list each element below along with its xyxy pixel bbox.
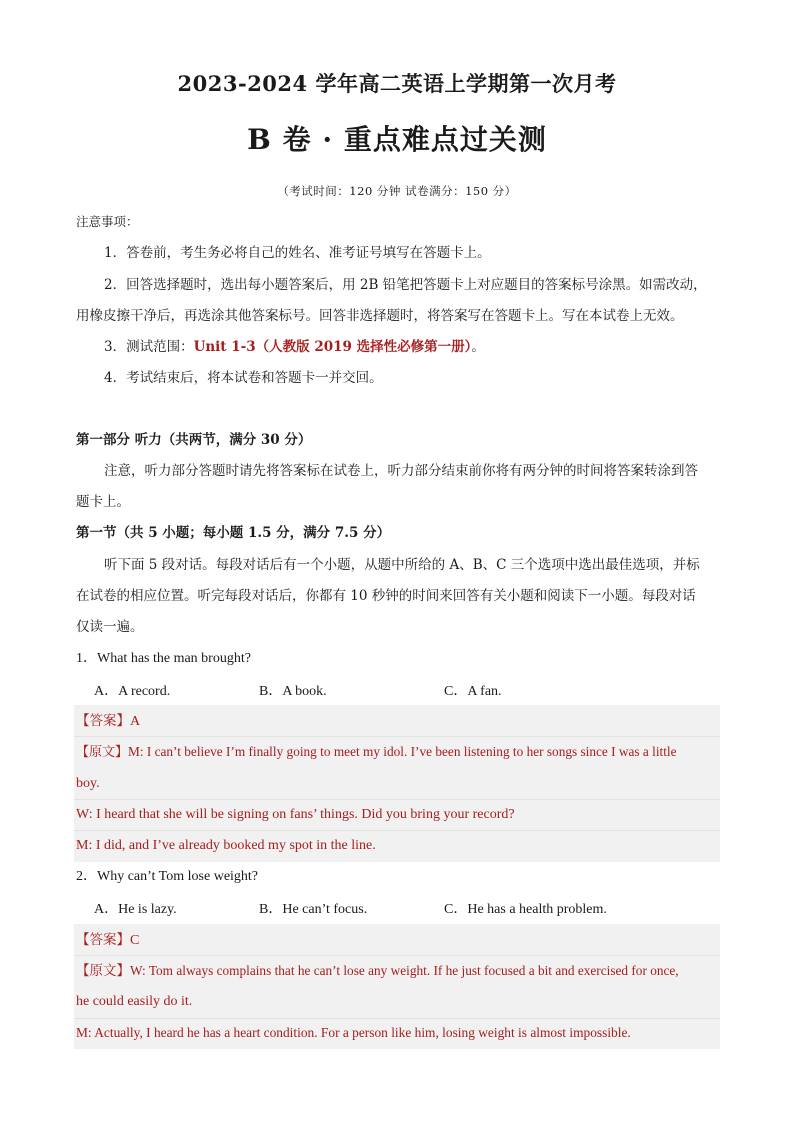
notes-item-3-suffix: 。 [471, 339, 485, 355]
original-label: 【原文】 [76, 745, 129, 760]
question-1-stem: 1．What has the man brought? [76, 651, 251, 666]
notes-item-2-line-1: 2．回答选择题时，选出每小题答案后，用 2B 铅笔把答题卡上对应题目的答案标号涂黑。如需改动， [104, 277, 707, 293]
notes-item-3 [104, 337, 721, 357]
section-1-instructions-line-1: 听下面 5 段对话。每段对话后有一个小题，从题中所给的 A、B、C 三个选项中选出最佳选项，并标 [104, 557, 700, 573]
question-2-stem: 2．Why can’t Tom lose weight? [76, 869, 259, 884]
question-1-option-c: C．A fan. [444, 684, 502, 699]
question-1-original-line-3: W: I heard that she will be signing on fans’ things. Did you bring your record? [76, 807, 515, 822]
question-1-option-a: A．A record. [94, 684, 171, 699]
divider [74, 736, 720, 737]
question-1-original-line-4: M: I did, and I’ve already booked my spot in the line. [76, 838, 376, 853]
question-2-original-line-1 [76, 961, 721, 981]
question-2-option-b: B．He can’t focus. [259, 902, 368, 917]
notes-item-4: 4．考试结束后，将本试卷和答题卡一并交回。 [104, 370, 383, 386]
original-label: 【原文】 [76, 963, 130, 979]
notes-item-3-scope: Unit 1-3（人教版 2019 选择性必修第一册） [193, 339, 472, 355]
answer-value: A [130, 714, 141, 729]
original-text: M: I can’t believe I’m finally going to meet my idol. I’ve been listening to her songs since I was a little [128, 744, 677, 759]
question-1-original-line-1 [76, 742, 721, 763]
part-1-heading: 第一部分 听力（共两节，满分 30 分） [76, 432, 312, 448]
question-1-option-b: B．A book. [259, 684, 327, 699]
part-1-note-line-1: 注意，听力部分答题时请先将答案标在试卷上，听力部分结束前你将有两分钟的时间将答案转涂到答 [104, 463, 698, 479]
question-2-option-a: A．He is lazy. [94, 902, 177, 917]
answer-value: C [130, 933, 140, 948]
exam-info: （考试时间：120 分钟 试卷满分：150 分） [277, 184, 517, 198]
divider [74, 830, 720, 831]
divider [74, 799, 720, 800]
notes-item-3-prefix: 3．测试范围： [104, 339, 194, 355]
question-1-answer [76, 711, 721, 732]
answer-label: 【答案】 [76, 932, 130, 948]
original-text: W: Tom always complains that he can’t lose any weight. If he just focused a bit and exercised for once, [130, 963, 679, 978]
notes-item-1: 1．答卷前，考生务必将自己的姓名、准考证号填写在答题卡上。 [104, 245, 491, 261]
question-2-answer [76, 930, 721, 951]
question-1-original-line-2: boy. [76, 776, 100, 791]
section-1-instructions-line-2: 在试卷的相应位置。听完每段对话后，你都有 10 秒钟的时间来回答有关小题和阅读下一小题。每段对话 [76, 588, 696, 604]
question-2-original-line-3: M: Actually, I heard he has a heart condition. For a person like him, losing weight is almost impossible. [76, 1025, 631, 1040]
exam-subtitle: B 卷 · 重点难点过关测 [247, 123, 547, 156]
divider [74, 1018, 720, 1019]
notes-heading: 注意事项： [76, 214, 139, 229]
notes-item-2-line-2: 用橡皮擦干净后，再选涂其他答案标号。回答非选择题时，将答案写在答题卡上。写在本试卷上无效。 [76, 308, 684, 324]
section-1-instructions-line-3: 仅读一遍。 [76, 619, 144, 635]
exam-title: 2023-2024 学年高二英语上学期第一次月考 [177, 71, 617, 96]
question-2-option-c: C．He has a health problem. [444, 902, 607, 917]
section-1-heading: 第一节（共 5 小题；每小题 1.5 分，满分 7.5 分） [76, 525, 391, 541]
divider [74, 955, 720, 956]
part-1-note-line-2: 题卡上。 [76, 494, 130, 510]
answer-label: 【答案】 [76, 713, 130, 729]
question-2-original-line-2: he could easily do it. [76, 994, 193, 1009]
